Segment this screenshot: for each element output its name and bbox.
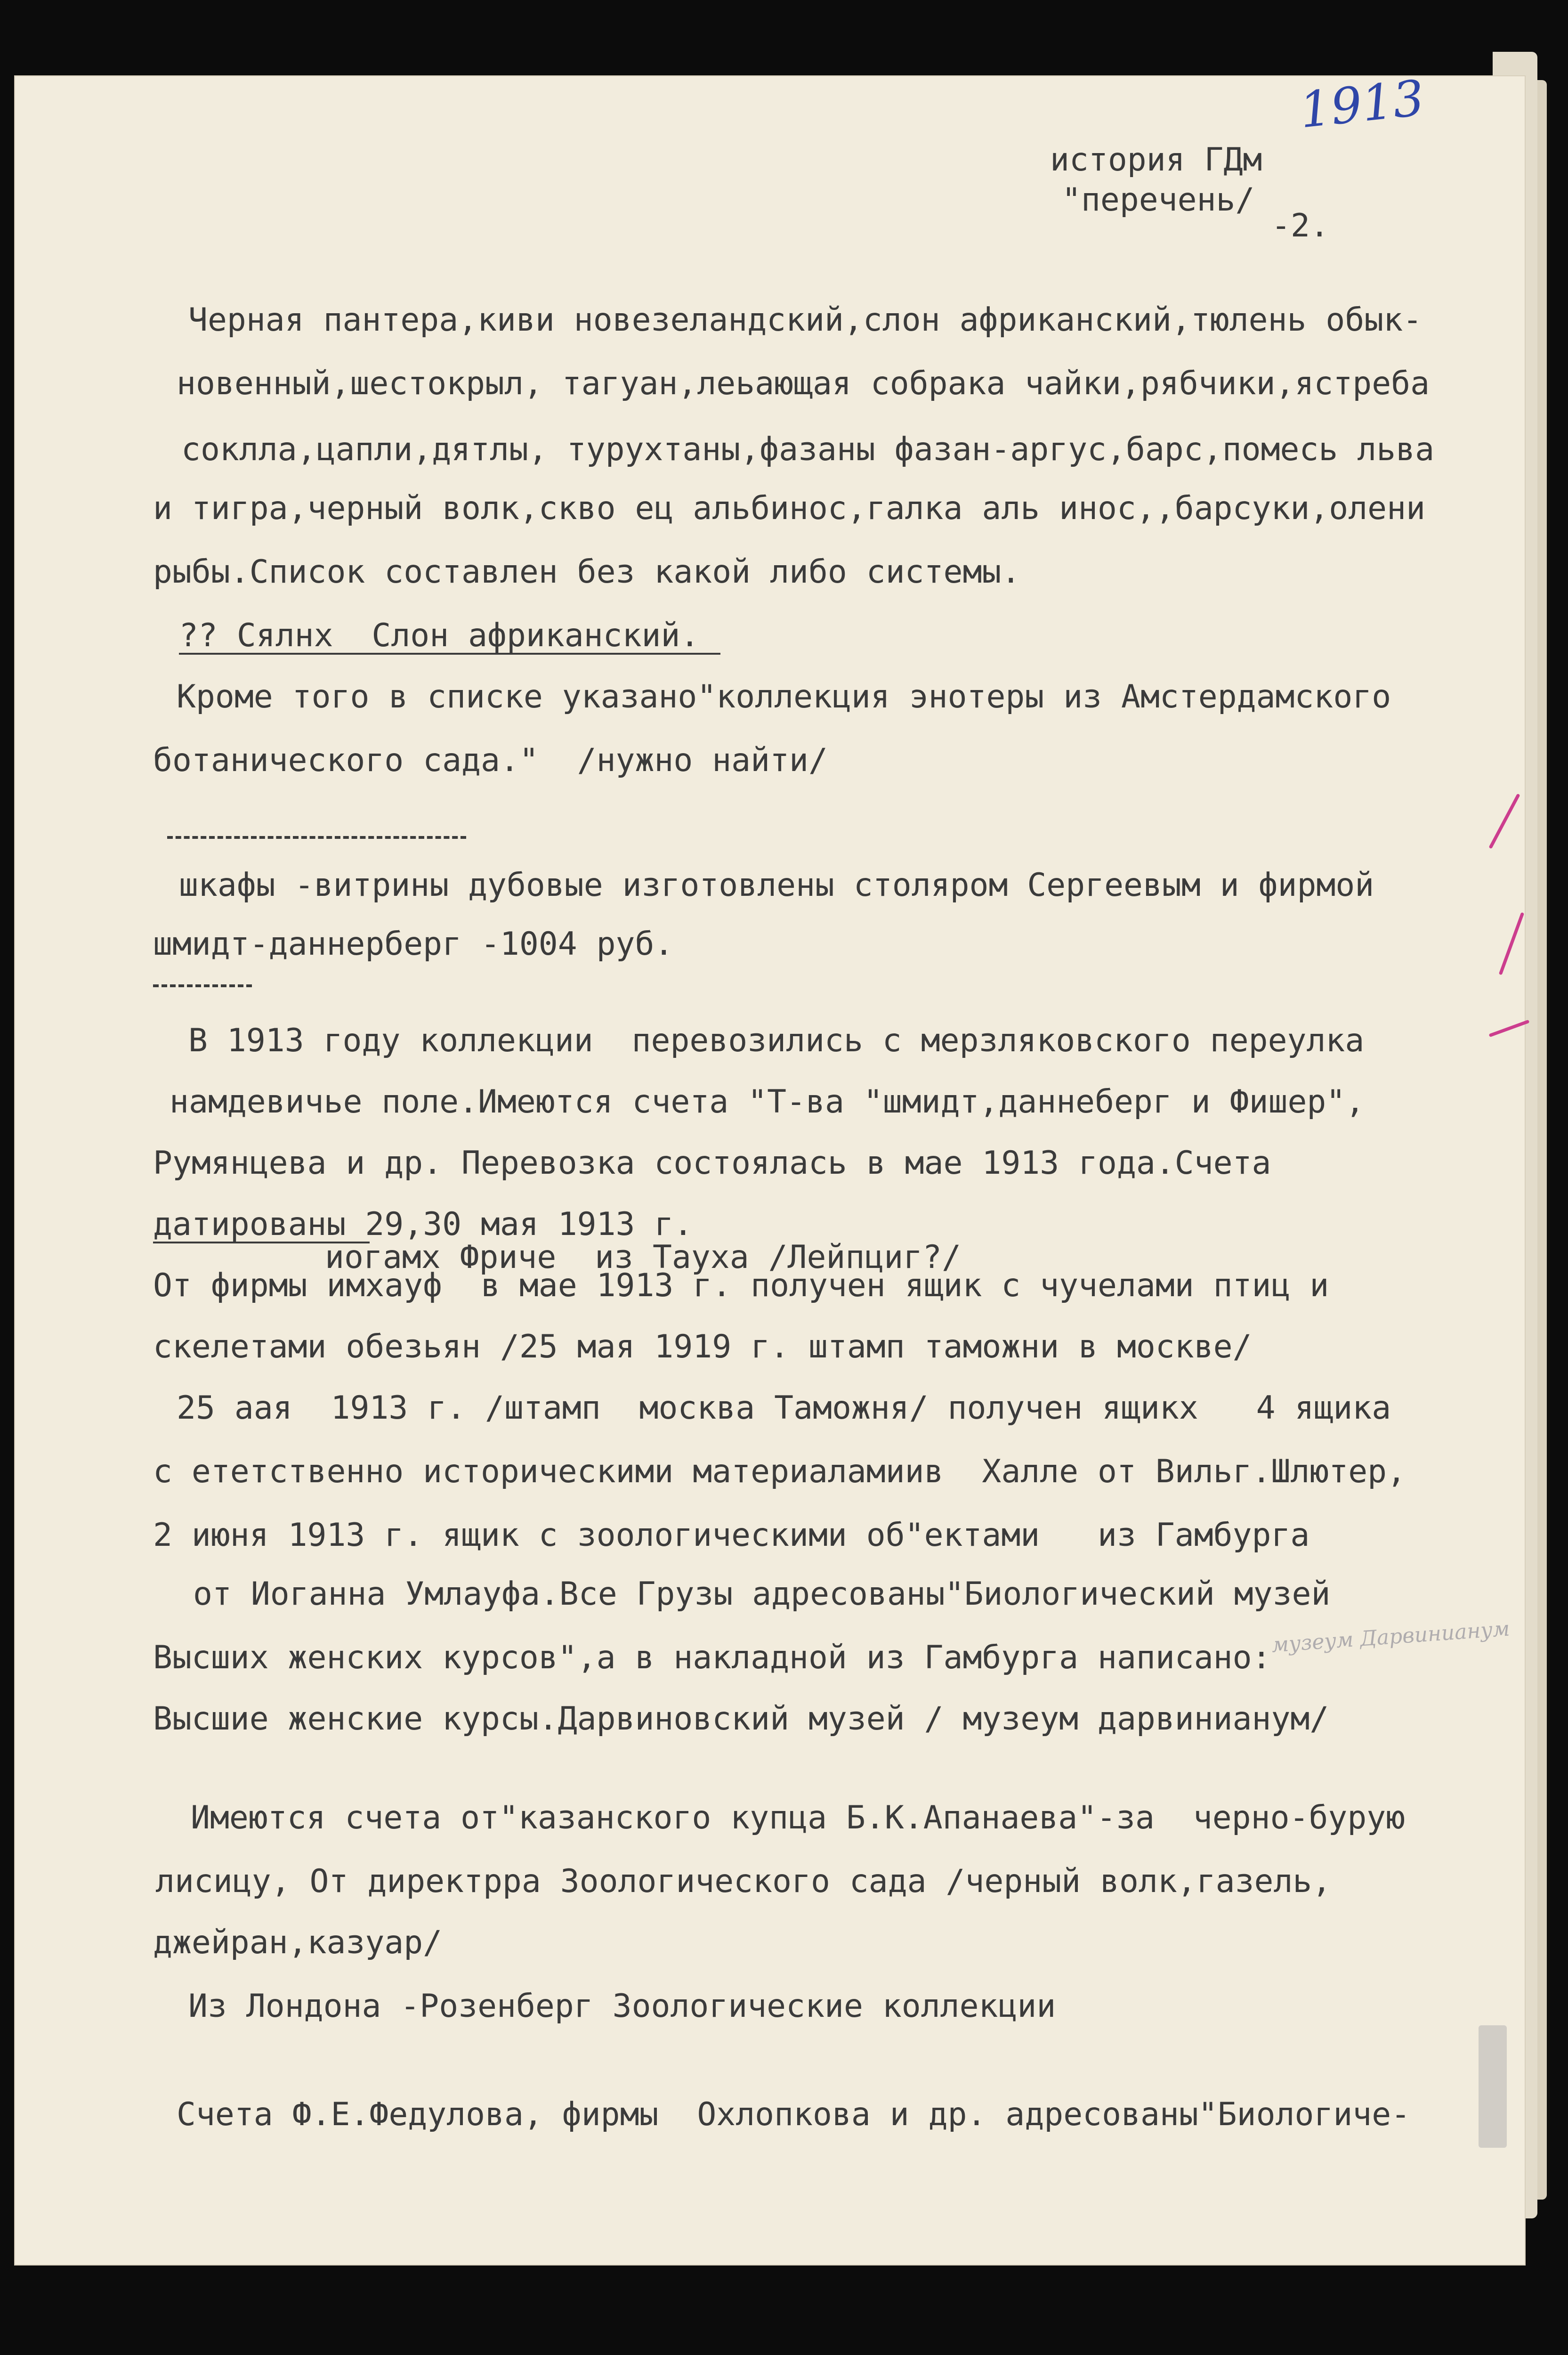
- text-line: соклла,цапли,дятлы, турухтаны,фазаны фазан-аргус,барс,помесь льва: [181, 431, 1435, 468]
- text-line: Черная пантера,киви новезеландский,слон африканский,тюлень обык-: [188, 301, 1423, 339]
- underline: [179, 653, 720, 655]
- text-line: иогамх Фриче из Тауха /Лейпциг?/: [325, 1239, 962, 1276]
- pencil-note: музеум Дарвинианум: [1270, 1616, 1511, 1657]
- text-line: рыбы.Список составлен без какой либо системы.: [153, 553, 1021, 591]
- text-line: Высшие женские курсы.Дарвиновский музей / музеум дарвинианум/: [153, 1700, 1329, 1738]
- stamp-mark: [1479, 2025, 1507, 2148]
- text-line: датированы 29,30 мая 1913 г.: [153, 1206, 693, 1243]
- text-line: ботанического сада." /нужно найти/: [153, 742, 828, 779]
- text-line: и тигра,черный волк,скво ец альбинос,галка аль инос,,барсуки,олени: [153, 490, 1426, 527]
- separator-line: [167, 836, 466, 839]
- text-line: с ететственно историческими материаламиив Халле от Вильг.Шлютер,: [153, 1453, 1406, 1490]
- header-title: история ГДм: [1050, 141, 1262, 179]
- handwritten-year: 1913: [1297, 69, 1427, 139]
- text-line: намдевичье поле.Имеются счета "Т-ва "шмидт,даннеберг и Фишер",: [170, 1083, 1365, 1121]
- text-line: джейран,казуар/: [153, 1924, 443, 1961]
- separator-line: [153, 984, 252, 987]
- text-line: скелетами обезьян /25 мая 1919 г. штамп таможни в москве/: [153, 1328, 1252, 1365]
- text-line: От фирмы имхауф в мае 1913 г. получен ящик с чучелами птиц и: [153, 1267, 1329, 1304]
- text-line: шмидт-даннерберг -1004 руб.: [153, 926, 674, 963]
- text-line: ?? Сялнх Слон африканский.: [179, 617, 700, 654]
- text-line: лисицу, От директрра Зоологического сада /черный волк,газель,: [155, 1863, 1332, 1900]
- text-line: Кроме того в списке указано"коллекция энотеры из Амстердамского: [177, 678, 1391, 715]
- text-line: 25 аая 1913 г. /штамп москва Таможня/ получен ящикх 4 ящика: [177, 1389, 1391, 1427]
- text-line: новенный,шестокрыл, тагуан,леьающая собрака чайки,рябчики,ястреба: [177, 365, 1430, 402]
- text-line: Румянцева и др. Перевозка состоялась в мае 1913 года.Счета: [153, 1145, 1271, 1182]
- text-line: В 1913 году коллекции перевозились с мерзляковского переулка: [188, 1022, 1365, 1059]
- page-number: -2.: [1271, 207, 1329, 244]
- text-line: Из Лондона -Розенберг Зоологические коллекции: [188, 1988, 1056, 2025]
- text-line: от Иоганна Умлауфа.Все Грузы адресованы"Биологический музей: [193, 1575, 1331, 1613]
- text-line: 2 июня 1913 г. ящик с зоологическими об"ектами из Гамбурга: [153, 1517, 1310, 1554]
- header-subtitle: "перечень/: [1062, 181, 1255, 219]
- text-line: шкафы -витрины дубовые изготовлены столяром Сергеевым и фирмой: [179, 867, 1374, 904]
- text-line: Высших женских курсов",а в накладной из Гамбурга написано:: [153, 1639, 1271, 1676]
- text-line: Имеются счета от"казанского купца Б.К.Апанаева"-за черно-бурую: [191, 1799, 1406, 1836]
- text-line: Счета Ф.Е.Федулова, фирмы Охлопкова и др. адресованы"Биологиче-: [177, 2096, 1411, 2133]
